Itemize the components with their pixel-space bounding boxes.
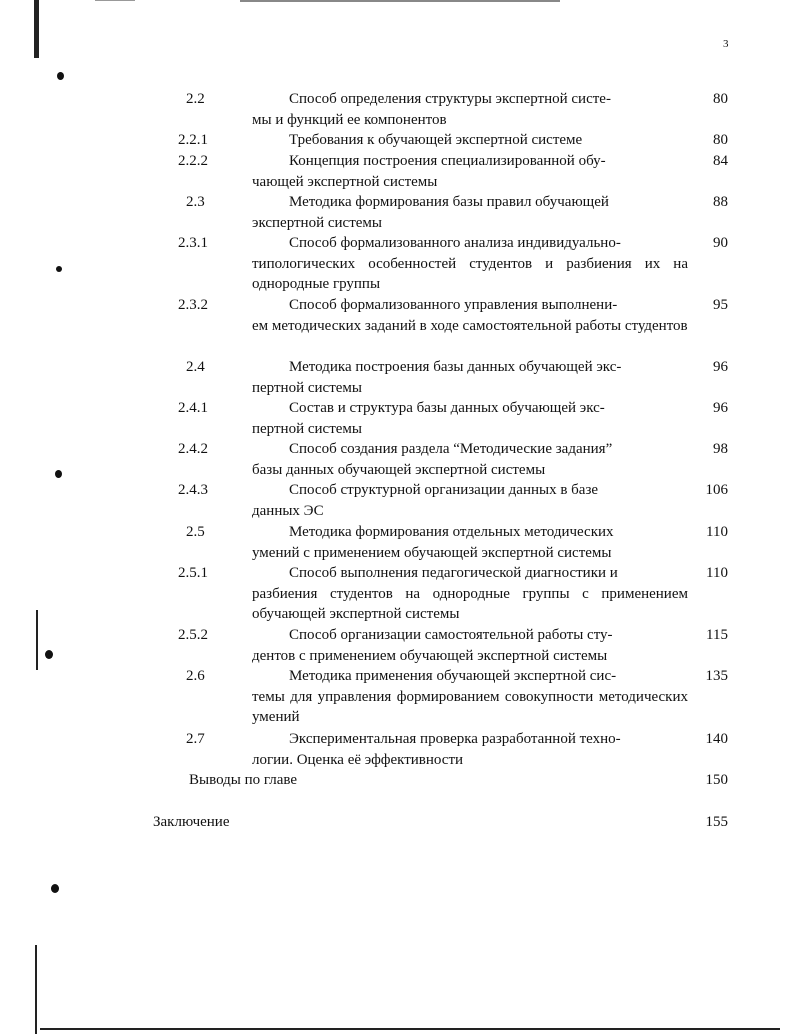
toc-entry-title [252, 192, 688, 233]
toc-entry-page: 96 [713, 359, 728, 375]
page-number: 3 [723, 38, 729, 50]
toc-entry-number: 2.5.1 [178, 565, 208, 581]
toc-entry-title-continuation: логии. Оценка её эффективности [252, 751, 464, 768]
toc-entry-title-continuation: базы данных обучающей экспертной системы [252, 461, 546, 478]
toc-entry-number: 2.3.1 [178, 235, 208, 251]
toc-entry-number: 2.4.3 [178, 482, 208, 498]
toc-entry-number: 2.5 [186, 524, 205, 540]
toc-entry-page: 80 [713, 91, 728, 107]
toc-entry-title-first-line: Способ структурной организации данных в базе [289, 482, 599, 498]
toc-entry-title-continuation: дентов с применением обучающей экспертной системы [252, 647, 608, 664]
toc-entry-title-continuation: пертной системы [252, 420, 362, 437]
toc-entry-title-first-line: Способ выполнения педагогической диагностики и [289, 565, 618, 581]
toc-entry-number: 2.2.2 [178, 153, 208, 169]
toc-entry-title [252, 151, 688, 192]
toc-entry-title-continuation: ем методических заданий в ходе самостоятельной работы студентов [252, 317, 688, 334]
toc-conclusions-label: Выводы по главе [189, 772, 298, 788]
toc-entry-page: 88 [713, 194, 728, 210]
toc-entry-title-first-line: Способ создания раздела “Методические задания” [289, 441, 613, 457]
toc-conclusions-page: 150 [705, 772, 728, 788]
toc-entry-number: 2.3 [186, 194, 205, 210]
toc-entry-title-first-line: Методика построения базы данных обучающей экс- [289, 359, 622, 375]
toc-entry-title [252, 439, 688, 480]
toc-entry-number: 2.6 [186, 668, 205, 684]
toc-entry-title [252, 729, 688, 770]
toc-entry-title-first-line: Способ определения структуры экспертной систе- [289, 91, 611, 107]
toc-entry-page: 115 [706, 627, 728, 643]
toc-entry-title-continuation: чающей экспертной системы [252, 173, 438, 190]
toc-entry-title [252, 130, 688, 151]
toc-entry-title-continuation: данных ЭС [252, 502, 324, 519]
toc-entry-page: 135 [705, 668, 728, 684]
toc-entry-page: 95 [713, 297, 728, 313]
toc-entry-number: 2.4 [186, 359, 205, 375]
toc-entry-title-first-line: Методика применения обучающей экспертной сис- [289, 668, 617, 684]
toc-entry-title-first-line: Способ организации самостоятельной работы сту- [289, 627, 613, 643]
toc-entry-title-first-line: Методика формирования базы правил обучающей [289, 194, 609, 210]
toc-entry-title [252, 398, 688, 439]
toc-entry-number: 2.3.2 [178, 297, 208, 313]
toc-entry-title-first-line: Экспериментальная проверка разработанной техно- [289, 731, 621, 747]
toc-entry-title-continuation: разбиения студентов на однородные группы с применением обучающей экспертной системы [252, 585, 688, 622]
toc-entry-page: 110 [706, 524, 728, 540]
toc-entry-title [252, 233, 688, 295]
toc-entry-title-first-line: Методика формирования отдельных методических [289, 524, 614, 540]
toc-entry-title-continuation: экспертной системы [252, 214, 382, 231]
toc-entry-title-first-line: Требования к обучающей экспертной системе [289, 132, 583, 148]
toc-entry-page: 96 [713, 400, 728, 416]
toc-entry-page: 110 [706, 565, 728, 581]
toc-entry-page: 98 [713, 441, 728, 457]
toc-entry-title [252, 480, 688, 521]
toc-entry-title [252, 666, 688, 728]
toc-entry-title [252, 522, 688, 563]
toc-entry-number: 2.7 [186, 731, 205, 747]
toc-entry-title-continuation: мы и функций ее компонентов [252, 111, 447, 128]
toc-entry-title-continuation: пертной системы [252, 379, 362, 396]
toc-entry-page: 90 [713, 235, 728, 251]
toc-entry-title-continuation: умений с применением обучающей экспертной системы [252, 544, 612, 561]
toc-entry-page: 106 [705, 482, 728, 498]
toc-entry-number: 2.2 [186, 91, 205, 107]
toc-entry-page: 80 [713, 132, 728, 148]
toc-entry-number: 2.2.1 [178, 132, 208, 148]
toc-entry-title [252, 625, 688, 666]
toc-entry-title [252, 89, 688, 130]
toc-entry-title-first-line: Способ формализованного управления выполнени- [289, 297, 618, 313]
toc-entry-number: 2.5.2 [178, 627, 208, 643]
toc-entry-page: 140 [705, 731, 728, 747]
toc-entry-title-first-line: Способ формализованного анализа индивидуально- [289, 235, 621, 251]
toc-entry-title [252, 295, 688, 336]
toc-entry-title-first-line: Концепция построения специализированной обу- [289, 153, 606, 169]
toc-entry-number: 2.4.1 [178, 400, 208, 416]
toc-entry-title-first-line: Состав и структура базы данных обучающей экс- [289, 400, 605, 416]
toc-entry-title-continuation: типологических особенностей студентов и разбиения их на однородные группы [252, 255, 688, 292]
toc-final-label: Заключение [153, 814, 230, 830]
toc-entry-page: 84 [713, 153, 728, 169]
toc-entry-title-continuation: темы для управления формированием совокупности методических умений [252, 688, 688, 725]
toc-entry-title [252, 563, 688, 625]
toc-entry-title [252, 357, 688, 398]
toc-final-page: 155 [705, 814, 728, 830]
toc-entry-number: 2.4.2 [178, 441, 208, 457]
